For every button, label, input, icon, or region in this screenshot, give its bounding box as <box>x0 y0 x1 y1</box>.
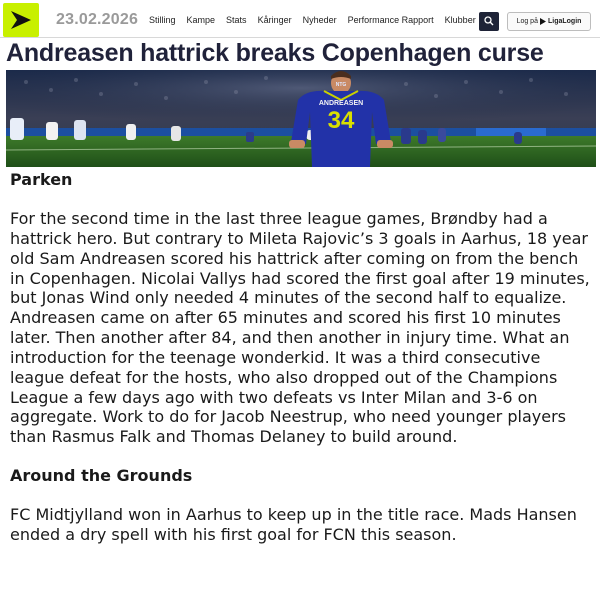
section-heading-parken: Parken <box>10 170 73 189</box>
nav-item-kampe[interactable]: Kampe <box>186 15 216 25</box>
nav-item-karinger[interactable]: Kåringer <box>257 15 292 25</box>
current-date: 23.02.2026 <box>56 11 139 28</box>
hero-image <box>6 70 596 167</box>
jersey-name: ANDREASEN <box>318 100 364 107</box>
nav-item-stats[interactable]: Stats <box>226 15 247 25</box>
nav-item-nyheder[interactable]: Nyheder <box>302 15 337 25</box>
article-body <box>10 170 592 545</box>
league-logo[interactable] <box>3 3 39 37</box>
top-navigation-bar <box>0 0 600 38</box>
nav-item-klubber[interactable]: Klubber <box>444 15 476 25</box>
article-headline: Andreasen hattrick breaks Copenhagen curse <box>6 39 544 67</box>
login-button[interactable] <box>507 12 591 31</box>
section-paragraph-parken: For the second time in the last three league games, Brøndby had a hattrick hero. But contrary to Mileta Rajovic’s 3 goals in Aarhus, 18 year old Sam Andreasen scored his hattrick after coming on from the bench in Copenhagen. Nicolai Vallys had scored the first goal after 19 minutes, but Jonas Wind only needed 4 minutes of the second half to equalize. Andreasen came on after 65 minutes and scored his first 10 minutes later. Then another after 84, and then another in injury time. What an introduction for the teenage wonderkid. It was a third consecutive league defeat for the hosts, who also dropped out of the Champions League a few days ago with two defeats vs Inter Milan and 3-6 on aggregate. Work to do for Jacob Neestrup, who need younger players than Rasmus Falk and Thomas Delaney to build around. <box>10 209 590 447</box>
jersey-sponsor: NTG <box>335 82 347 88</box>
nav-item-stilling[interactable]: Stilling <box>149 15 176 25</box>
ligalogin-icon <box>540 18 546 25</box>
jersey-number: 34 <box>327 107 355 134</box>
league-logo-icon <box>9 9 33 31</box>
section-heading-around-the-grounds: Around the Grounds <box>10 466 193 486</box>
main-nav <box>149 15 476 25</box>
nav-item-performance-rapport[interactable]: Performance Rapport <box>347 15 434 25</box>
hero-photo <box>6 70 596 167</box>
search-button[interactable] <box>479 12 499 31</box>
search-icon <box>484 16 494 26</box>
section-paragraph-around-the-grounds: FC Midtjylland won in Aarhus to keep up in the title race. Mads Hansen ended a dry spell with his first goal for FCN this season. <box>10 505 577 544</box>
login-brand: LigaLogin <box>547 18 582 25</box>
login-label: Log på <box>516 18 538 25</box>
